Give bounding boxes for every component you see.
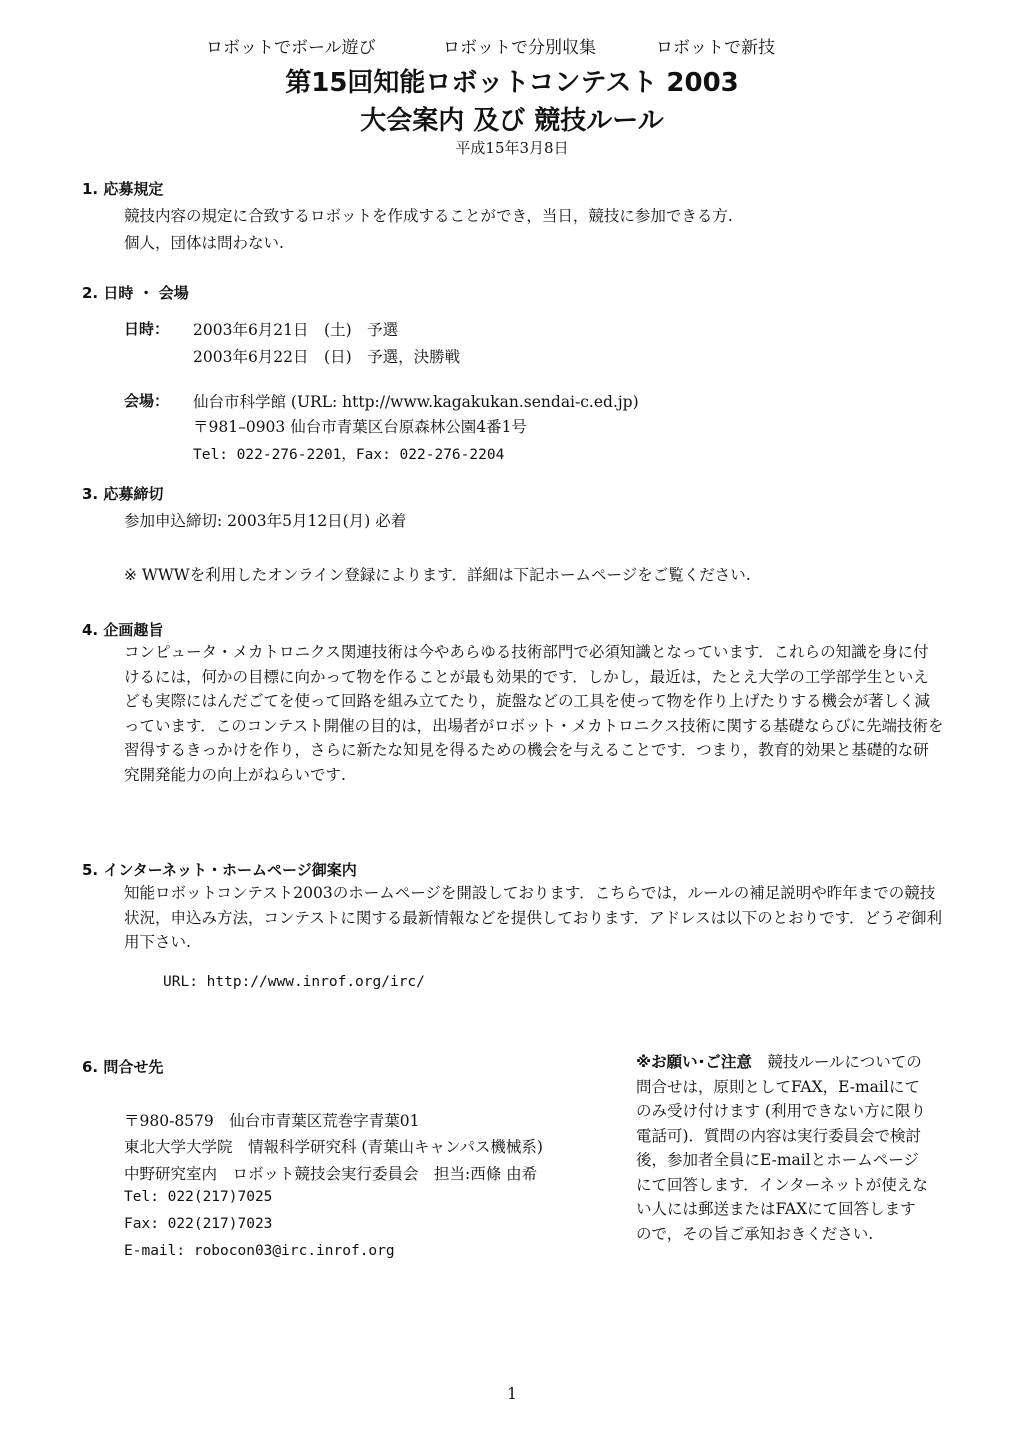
datetime-label: 日時： bbox=[124, 320, 170, 338]
tagline-new-skill: ロボットで新技 bbox=[656, 38, 775, 58]
event-day-2: 2003年6月22日 (日) 予選，決勝戦 bbox=[193, 348, 461, 366]
publication-date: 平成15年3月8日 bbox=[455, 139, 569, 157]
section-1-line-2: 個人，団体は問わない. bbox=[124, 234, 284, 252]
notice-title: ※お願い･ご注意 bbox=[636, 1053, 752, 1071]
homepage-url[interactable]: URL: http://www.inrof.org/irc/ bbox=[163, 974, 425, 990]
document-subtitle: 大会案内 及び 競技ルール bbox=[360, 106, 664, 136]
online-registration-note: ※ WWWを利用したオンライン登録によります．詳細は下記ホームページをご覧ください. bbox=[124, 566, 751, 584]
tagline-ball-play: ロボットでボール遊び bbox=[206, 38, 376, 58]
section-1-line-1: 競技内容の規定に合致するロボットを作成することができ，当日，競技に参加できる方. bbox=[124, 207, 733, 225]
contact-fax: Fax: 022(217)7023 bbox=[124, 1216, 273, 1232]
venue-phone-fax: Tel: 022-276-2201，Fax: 022-276-2204 bbox=[193, 447, 505, 463]
section-2-heading: 2. 日時 ・ 会場 bbox=[82, 284, 189, 302]
section-5-body: 知能ロボットコンテスト2003のホームページを開設しております．こちらでは，ルールの補足説明や昨年までの競技状況，申込み方法，コンテストに関する最新情報などを提供しております．アドレスは以下のとおりです．どうぞ御利用下さい. bbox=[124, 884, 942, 951]
event-day-1: 2003年6月21日 (土) 予選 bbox=[193, 321, 399, 339]
notice-block bbox=[636, 1050, 930, 1246]
section-3-heading: 3. 応募締切 bbox=[82, 485, 164, 503]
section-6-heading: 6. 問合せ先 bbox=[82, 1058, 164, 1076]
section-4-body: コンピュータ・メカトロニクス関連技術は今やあらゆる技術部門で必須知識となっています．これらの知識を身に付けるには，何かの目標に向かって物を作ることが最も効果的です．しかし，最近は，たとえ大学の工学部学生といえども実際にはんだごてを使って回路を組み立てたり，旋盤などの工具を使って物を作り上げたりする機会が著しく減っています．このコンテスト開催の目的は，出場者がロボット・メカトロニクス技術に関する基礎ならびに先端技術を習得するきっかけを作り，さらに新たな知見を得るための機会を与えることです．つまり，教育的効果と基礎的な研究開発能力の向上がねらいです. bbox=[124, 643, 944, 784]
contact-organization: 東北大学大学院 情報科学研究科 (青葉山キャンパス機械系) bbox=[124, 1138, 543, 1156]
page-number: 1 bbox=[507, 1385, 517, 1403]
notice-body: 競技ルールについての問合せは，原則としてFAX，E-mailにてのみ受け付けます (利用できない方に限り電話可)．質問の内容は実行委員会で検討後，参加者全員にE-mailとホームページにて回答します．インターネットが使えない人には郵送またはFAXにて回答しますので，その旨ご承知おきください. bbox=[636, 1053, 928, 1243]
tagline-sorting: ロボットで分別収集 bbox=[443, 38, 596, 58]
venue-address: 〒981–0903 仙台市青葉区台原森林公園4番1号 bbox=[193, 418, 527, 436]
venue-label: 会場： bbox=[124, 392, 170, 410]
contact-postal-address: 〒980-8579 仙台市青葉区荒巻字青葉01 bbox=[124, 1112, 420, 1130]
notice-spacer bbox=[752, 1053, 768, 1071]
document-title: 第15回知能ロボットコンテスト 2003 bbox=[285, 68, 739, 98]
section-1-heading: 1. 応募規定 bbox=[82, 180, 164, 198]
venue-name-url: 仙台市科学館 (URL: http://www.kagakukan.sendai-c.ed.jp) bbox=[193, 393, 639, 411]
application-deadline: 参加申込締切: 2003年5月12日(月) 必着 bbox=[124, 512, 407, 530]
section-4-heading: 4. 企画趣旨 bbox=[82, 621, 164, 639]
section-5-heading: 5. インターネット・ホームページ御案内 bbox=[82, 861, 357, 879]
contact-lab-committee: 中野研究室内 ロボット競技会実行委員会 担当:西條 由希 bbox=[124, 1165, 538, 1183]
contact-email[interactable]: E-mail: robocon03@irc.inrof.org bbox=[124, 1243, 395, 1259]
contact-tel: Tel: 022(217)7025 bbox=[124, 1189, 273, 1205]
